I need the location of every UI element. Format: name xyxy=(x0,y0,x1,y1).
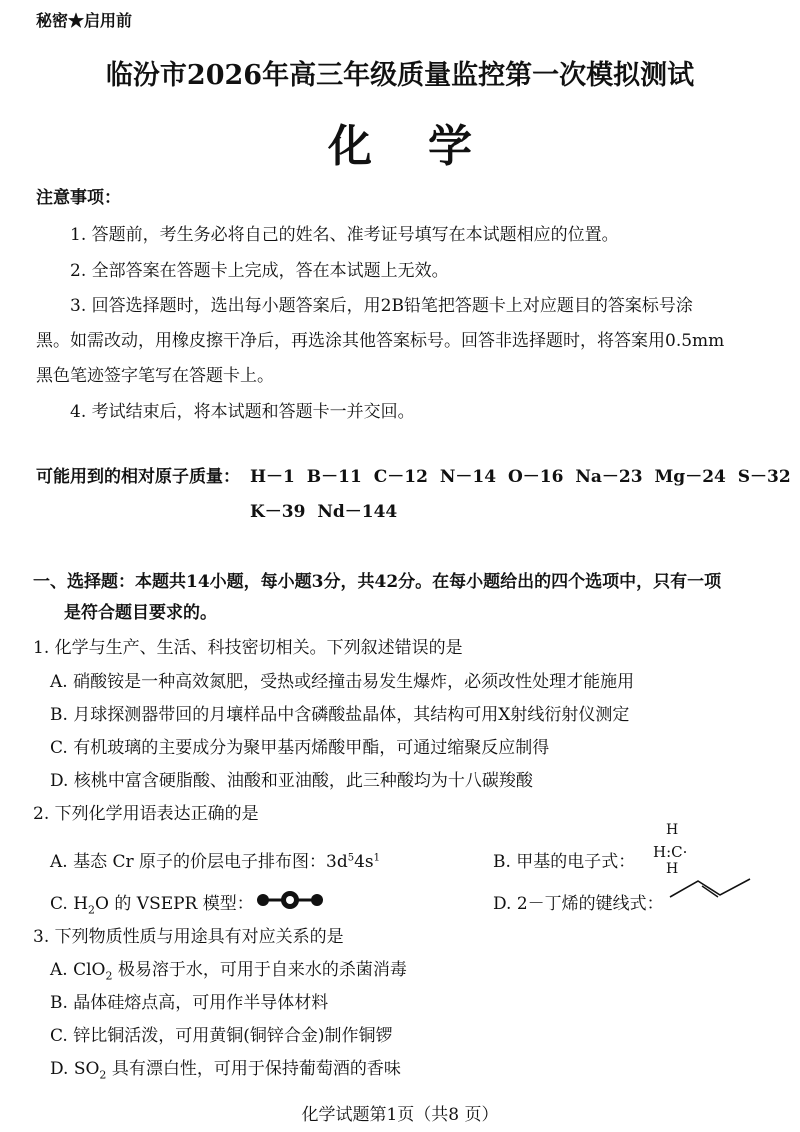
atomic-mass-line-2: K－39 Nd－144 xyxy=(250,502,398,522)
question-1-option-c: C. 有机玻璃的主要成分为聚甲基丙烯酸甲酯，可通过缩聚反应制得 xyxy=(50,738,550,758)
butene-skeletal-formula xyxy=(668,877,754,901)
methyl-h-bottom: H xyxy=(666,861,679,877)
question-1-stem: 1. 化学与生产、生活、科技密切相关。下列叙述错误的是 xyxy=(33,638,463,658)
question-3-option-b: B. 晶体硅熔点高，可用作半导体材料 xyxy=(50,993,329,1013)
methyl-h-top: H xyxy=(666,822,679,838)
methyl-middle-row: H:C· xyxy=(653,843,688,861)
subject-char: 化 xyxy=(328,121,372,172)
question-2-option-a: A. 基态 Cr 原子的价层电子排布图：$3d^54s^1$ xyxy=(50,852,381,872)
question-2-option-b: B. 甲基的电子式： xyxy=(493,852,636,872)
question-2-option-c: C. $H_2O$ 的 VSEPR 模型： xyxy=(50,894,254,917)
question-3-option-c: C. 锌比铜活泼，可用黄铜(铜锌合金)制作铜锣 xyxy=(50,1026,393,1046)
notice-item-1: 1. 答题前，考生务必将自己的姓名、准考证号填写在本试题相应的位置。 xyxy=(70,225,619,245)
subject-title xyxy=(0,110,800,174)
question-1-option-a: A. 硝酸铵是一种高效氮肥，受热或经撞击易发生爆炸，必须改性处理才能施用 xyxy=(50,672,635,692)
notice-item-2: 2. 全部答案在答题卡上完成，答在本试题上无效。 xyxy=(70,261,449,281)
question-3-option-a: A. ClO$_2$ 极易溶于水，可用于自来水的杀菌消毒 xyxy=(50,960,407,983)
page-footer: 化学试题第1页（共8 页） xyxy=(301,1105,499,1125)
notice-item-4: 4. 考试结束后，将本试题和答题卡一并交回。 xyxy=(70,402,415,422)
exam-title: 临汾市2026年高三年级质量监控第一次模拟测试 xyxy=(105,60,695,91)
notice-item-3-cont: 黑。如需改动，用橡皮擦干净后，再选涂其他答案标号。回答非选择题时，将答案用0.5mm xyxy=(36,331,725,351)
subject-char: 学 xyxy=(428,121,472,172)
notice-heading: 注意事项： xyxy=(36,188,121,208)
question-2-option-d: D. 2－丁烯的键线式： xyxy=(493,894,664,914)
atomic-mass-label: 可能用到的相对原子质量： xyxy=(36,467,240,487)
confidential-mark: 秘密★启用前 xyxy=(36,11,133,30)
notice-item-3-cont2: 黑色笔迹签字笔写在答题卡上。 xyxy=(36,366,274,386)
question-3-option-d: D. $SO_2$ 具有漂白性，可用于保持葡萄酒的香味 xyxy=(50,1059,401,1082)
question-3-stem: 3. 下列物质性质与用途具有对应关系的是 xyxy=(33,927,344,947)
vsepr-model-figure xyxy=(255,888,325,912)
notice-item-3: 3. 回答选择题时，选出每小题答案后，用2B铅笔把答题卡上对应题目的答案标号涂 xyxy=(70,296,693,316)
section-heading: 一、选择题：本题共14小题，每小题3分，共42分。在每小题给出的四个选项中，只有一项 xyxy=(33,572,722,592)
section-heading-cont: 是符合题目要求的。 xyxy=(64,603,217,623)
atomic-mass-line-1: H－1 B－11 C－12 N－14 O－16 Na－23 Mg－24 S－32 xyxy=(250,467,791,487)
question-2-stem: 2. 下列化学用语表达正确的是 xyxy=(33,804,259,824)
question-1-option-d: D. 核桃中富含硬脂酸、油酸和亚油酸，此三种酸均为十八碳羧酸 xyxy=(50,771,533,791)
question-1-option-b: B. 月球探测器带回的月壤样品中含磷酸盐晶体，其结构可用X射线衍射仪测定 xyxy=(50,705,630,725)
